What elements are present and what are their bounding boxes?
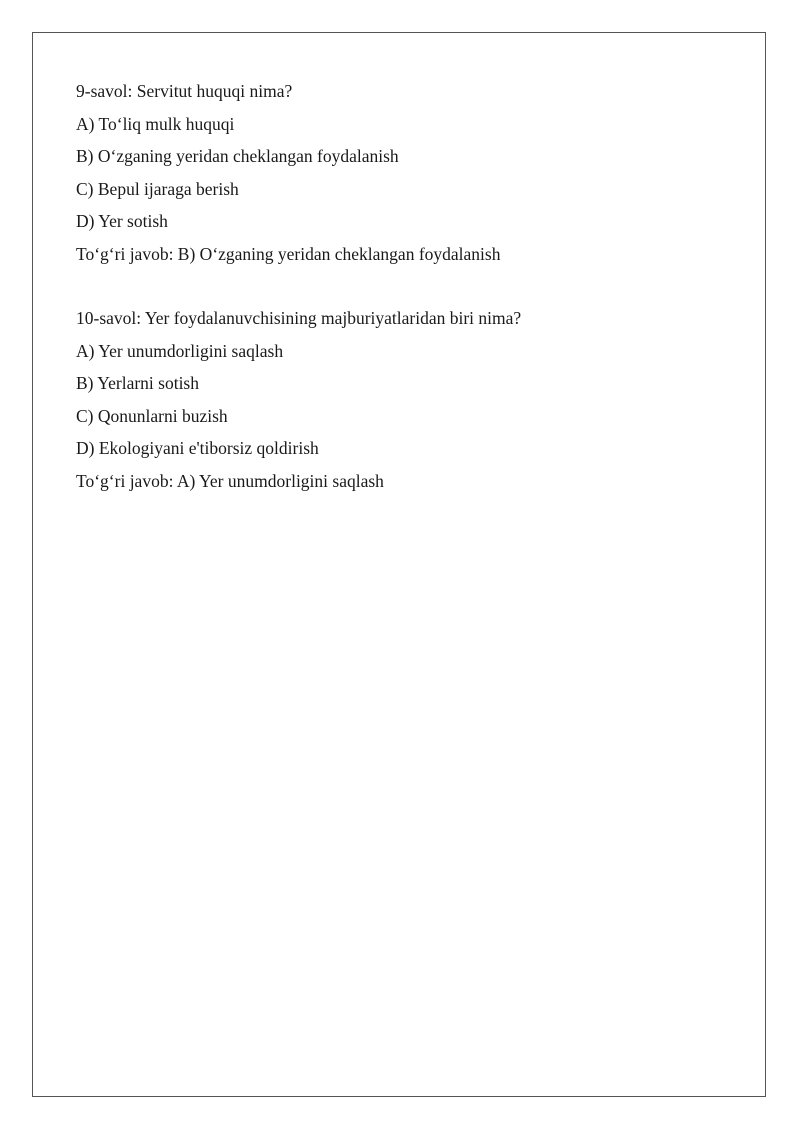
option-a: A) To‘liq mulk huquqi [76, 113, 235, 134]
document-content [76, 75, 756, 497]
option-d: D) Yer sotish [76, 211, 168, 231]
option-a: A) Yer unumdorligini saqlash [76, 340, 284, 361]
question-block-9 [76, 75, 756, 270]
question-text: 9-savol: Servitut huquqi nima? [76, 81, 293, 101]
option-b: B) Yerlarni sotish [76, 373, 199, 393]
option-c: C) Qonunlarni buzish [76, 405, 228, 426]
correct-answer: To‘g‘ri javob: B) O‘zganing yeridan cheklangan foydalanish [76, 243, 501, 264]
option-d: D) Ekologiyani e'tiborsiz qoldirish [76, 438, 319, 458]
question-block-10 [76, 302, 756, 497]
correct-answer: To‘g‘ri javob: A) Yer unumdorligini saqlash [76, 470, 384, 491]
option-c: C) Bepul ijaraga berish [76, 178, 239, 199]
option-b: B) O‘zganing yeridan cheklangan foydalanish [76, 146, 399, 166]
question-text: 10-savol: Yer foydalanuvchisining majburiyatlaridan biri nima? [76, 308, 522, 328]
